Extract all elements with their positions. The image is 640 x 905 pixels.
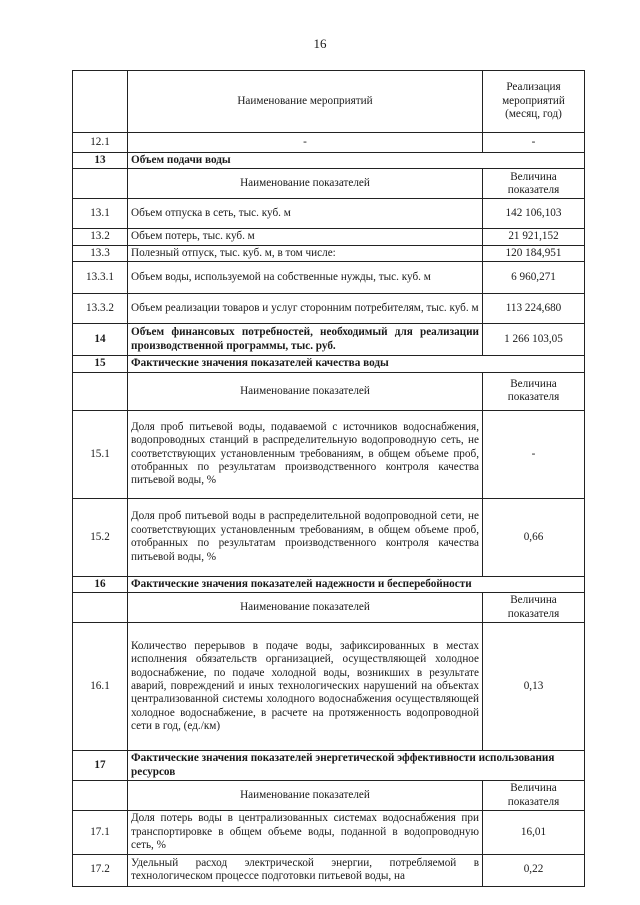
column-header-value: Величина показателя bbox=[483, 169, 585, 199]
indicator-name: Полезный отпуск, тыс. куб. м, в том числе: bbox=[128, 245, 483, 261]
indicator-name: Объем финансовых потребностей, необходимый для реализации производственной программы, тыс. руб. bbox=[128, 324, 483, 356]
table-row bbox=[73, 133, 585, 153]
section-row bbox=[73, 751, 585, 781]
row-number: 13.3 bbox=[73, 245, 128, 261]
row-number: 12.1 bbox=[73, 133, 128, 153]
section-title: Фактические значения показателей энергетической эффективности использования ресурсов bbox=[128, 751, 585, 781]
column-header-name: Наименование мероприятий bbox=[128, 71, 483, 133]
column-header-value: Величина показателя bbox=[483, 781, 585, 811]
row-number: 15 bbox=[73, 356, 128, 372]
column-header-value: Величина показателя bbox=[483, 593, 585, 623]
row-number bbox=[73, 593, 128, 623]
column-header-row bbox=[73, 372, 585, 410]
indicator-value: 21 921,152 bbox=[483, 229, 585, 245]
indicator-name: Объем реализации товаров и услуг сторонним потребителям, тыс. куб. м bbox=[128, 294, 483, 324]
table-row bbox=[73, 294, 585, 324]
section-row bbox=[73, 153, 585, 169]
row-number: 13.2 bbox=[73, 229, 128, 245]
indicator-value: 120 184,951 bbox=[483, 245, 585, 261]
row-number: 13 bbox=[73, 153, 128, 169]
row-number bbox=[73, 372, 128, 410]
column-header-value: Величина показателя bbox=[483, 372, 585, 410]
indicator-value: 0,22 bbox=[483, 854, 585, 886]
column-header-name: Наименование показателей bbox=[128, 372, 483, 410]
indicator-name: Доля проб питьевой воды, подаваемой с источников водоснабжения, водопроводных станций в распределительную водопроводную сеть, не соответствующих установленным требованиям, в общем объеме проб, отобранных по результатам производственного контроля качества питьевой воды, % bbox=[128, 410, 483, 498]
row-number: 13.3.2 bbox=[73, 294, 128, 324]
row-number bbox=[73, 71, 128, 133]
table-row bbox=[73, 262, 585, 294]
row-number: 15.2 bbox=[73, 498, 128, 576]
table-row bbox=[73, 854, 585, 886]
column-header-value: Реализация мероприятий (месяц, год) bbox=[483, 71, 585, 133]
table-row bbox=[73, 811, 585, 854]
column-header-row bbox=[73, 593, 585, 623]
section-title: Объем подачи воды bbox=[128, 153, 585, 169]
production-program-table bbox=[72, 70, 585, 887]
row-number: 16 bbox=[73, 576, 128, 592]
table-row bbox=[73, 229, 585, 245]
row-number: 17.1 bbox=[73, 811, 128, 854]
indicator-value: 0,13 bbox=[483, 623, 585, 751]
row-number: 17.2 bbox=[73, 854, 128, 886]
indicator-value: 0,66 bbox=[483, 498, 585, 576]
row-number: 14 bbox=[73, 324, 128, 356]
section-row bbox=[73, 356, 585, 372]
column-header-row bbox=[73, 71, 585, 133]
table-row bbox=[73, 623, 585, 751]
indicator-value: 6 960,271 bbox=[483, 262, 585, 294]
indicator-name: Количество перерывов в подаче воды, зафиксированных в местах исполнения обязательств организацией, осуществляющей холодное водоснабжение, по подаче холодной воды, возникших в результате аварий, повреждений и иных технологических нарушений на объектах централизованной системы холодного водоснабжения осуществляющей холодное водоснабжение, в расчете на протяженность водопроводной сети в год, (ед./км) bbox=[128, 623, 483, 751]
row-number: 13.3.1 bbox=[73, 262, 128, 294]
indicator-name: Объем потерь, тыс. куб. м bbox=[128, 229, 483, 245]
row-number bbox=[73, 781, 128, 811]
page-number: 16 bbox=[313, 36, 327, 51]
indicator-name: Доля потерь воды в централизованных системах водоснабжения при транспортировке в общем объеме воды, поданной в водопроводную сеть, % bbox=[128, 811, 483, 854]
indicator-value: - bbox=[483, 410, 585, 498]
column-header-row bbox=[73, 169, 585, 199]
table-row bbox=[73, 498, 585, 576]
table-row bbox=[73, 410, 585, 498]
row-number: 16.1 bbox=[73, 623, 128, 751]
row-number bbox=[73, 169, 128, 199]
indicator-name: Объем воды, используемой на собственные нужды, тыс. куб. м bbox=[128, 262, 483, 294]
column-header-name: Наименование показателей bbox=[128, 781, 483, 811]
table-row bbox=[73, 324, 585, 356]
indicator-value: 1 266 103,05 bbox=[483, 324, 585, 356]
table-row bbox=[73, 199, 585, 229]
column-header-name: Наименование показателей bbox=[128, 593, 483, 623]
section-row bbox=[73, 576, 585, 592]
indicator-value: 142 106,103 bbox=[483, 199, 585, 229]
section-title: Фактические значения показателей качества воды bbox=[128, 356, 585, 372]
indicator-value: - bbox=[483, 133, 585, 153]
row-number: 17 bbox=[73, 751, 128, 781]
indicator-name: Доля проб питьевой воды в распределительной водопроводной сети, не соответствующих установленным требованиям, в общем объеме проб, отобранных по результатам производственного контроля качества питьевой воды, % bbox=[128, 498, 483, 576]
row-number: 13.1 bbox=[73, 199, 128, 229]
column-header-row bbox=[73, 781, 585, 811]
column-header-name: Наименование показателей bbox=[128, 169, 483, 199]
row-number: 15.1 bbox=[73, 410, 128, 498]
indicator-value: 16,01 bbox=[483, 811, 585, 854]
section-title: Фактические значения показателей надежности и бесперебойности bbox=[128, 576, 585, 592]
indicator-name: - bbox=[128, 133, 483, 153]
indicator-value: 113 224,680 bbox=[483, 294, 585, 324]
table-row bbox=[73, 245, 585, 261]
indicator-name: Удельный расход электрической энергии, потребляемой в технологическом процессе подготовки питьевой воды, на bbox=[128, 854, 483, 886]
indicator-name: Объем отпуска в сеть, тыс. куб. м bbox=[128, 199, 483, 229]
